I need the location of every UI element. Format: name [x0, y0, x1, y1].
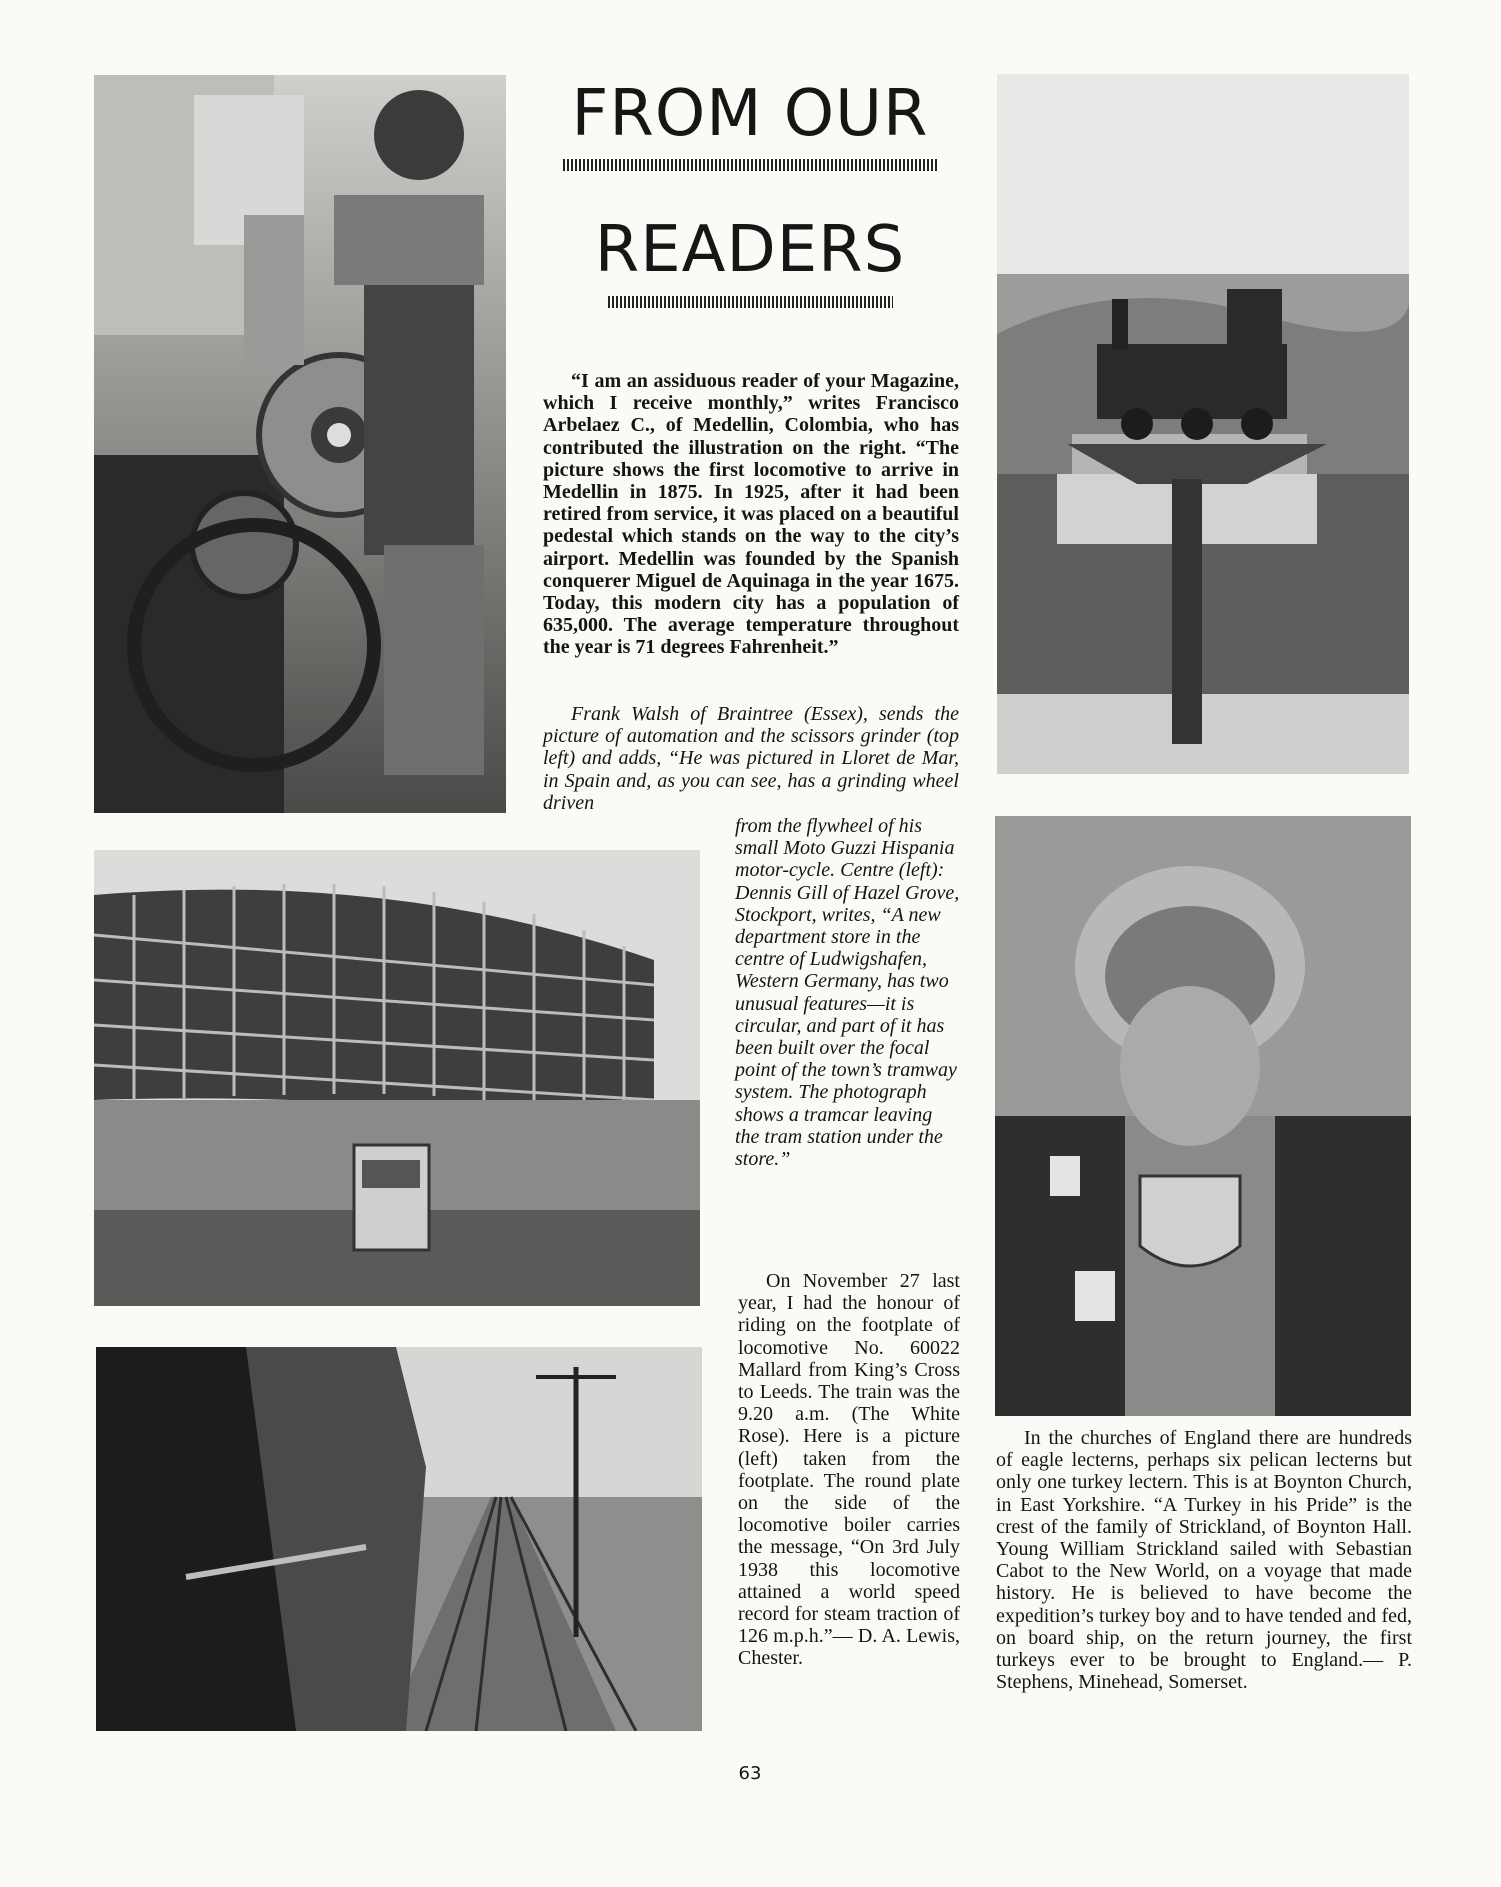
title-rule-2: [608, 296, 893, 308]
article-scissors-grinder: Frank Walsh of Braintree (Essex), sends the picture of automation and the scissors grinder (top left) and adds, “He was pictured in Lloret de Mar, in Spain and, as you can see, has a grinding wheel driven: [543, 703, 959, 814]
department-store-photo: [94, 850, 700, 1306]
article-department-store: from the flywheel of his small Moto Guzzi Hispania motor-cycle. Centre (left): Dennis Gill of Hazel Grove, Stockport, writes, “A new department store in the centre of Ludwigshafen, Western Germany, has two unusual features—it is circular, and part of it has been built over the focal point of the town’s tramway system. The photograph shows a tramcar leaving the tram station under the store.”: [735, 815, 960, 1171]
locomotive-pedestal-photo: [997, 74, 1409, 774]
page-title-line-1: FROM OUR: [571, 77, 929, 151]
scissors-grinder-photo: [94, 75, 506, 813]
turkey-lectern-photo: [995, 816, 1411, 1416]
article-medellin-locomotive: “I am an assiduous reader of your Magazine, which I receive monthly,” writes Francisco Arbelaez C., of Medellin, Colombia, who has contributed the illustration on the right. “The picture shows the first locomotive to arrive in Medellin in 1875. In 1925, after it had been retired from service, it was placed on a beautiful pedestal which stands on the way to the city’s airport. Medellin was founded by the Spanish conquerer Miguel de Aquinaga in the year 1675. Today, this modern city has a population of 635,000. The average temperature throughout the year is 71 degrees Fahrenheit.”: [543, 370, 959, 659]
page-number: 63: [738, 1763, 762, 1784]
title-rule-1: [563, 159, 938, 171]
railway-footplate-photo: [96, 1347, 702, 1731]
page-title-line-2: READERS: [594, 213, 906, 287]
article-mallard-footplate: On November 27 last year, I had the honour of riding on the footplate of locomotive No. 60022 Mallard from King’s Cross to Leeds. The train was the 9.20 a.m. (The White Rose). Here is a picture (left) taken from the footplate. The round plate on the side of the locomotive boiler carries the message, “On 3rd July 1938 this locomotive attained a world speed record for steam traction of 126 m.p.h.”— D. A. Lewis, Chester.: [738, 1270, 960, 1670]
article-turkey-lectern: In the churches of England there are hundreds of eagle lecterns, perhaps six pelican lecterns but only one turkey lectern. This is at Boynton Church, in East Yorkshire. “A Turkey in his Pride” is the crest of the family of Strickland, of Boynton Hall. Young William Strickland sailed with Sebastian Cabot to the New World, on a voyage that made history. He is believed to have become the expedition’s turkey boy and to have tended and fed, on board ship, on the return journey, the first turkeys ever to be brought to England.— P. Stephens, Minehead, Somerset.: [996, 1427, 1412, 1694]
